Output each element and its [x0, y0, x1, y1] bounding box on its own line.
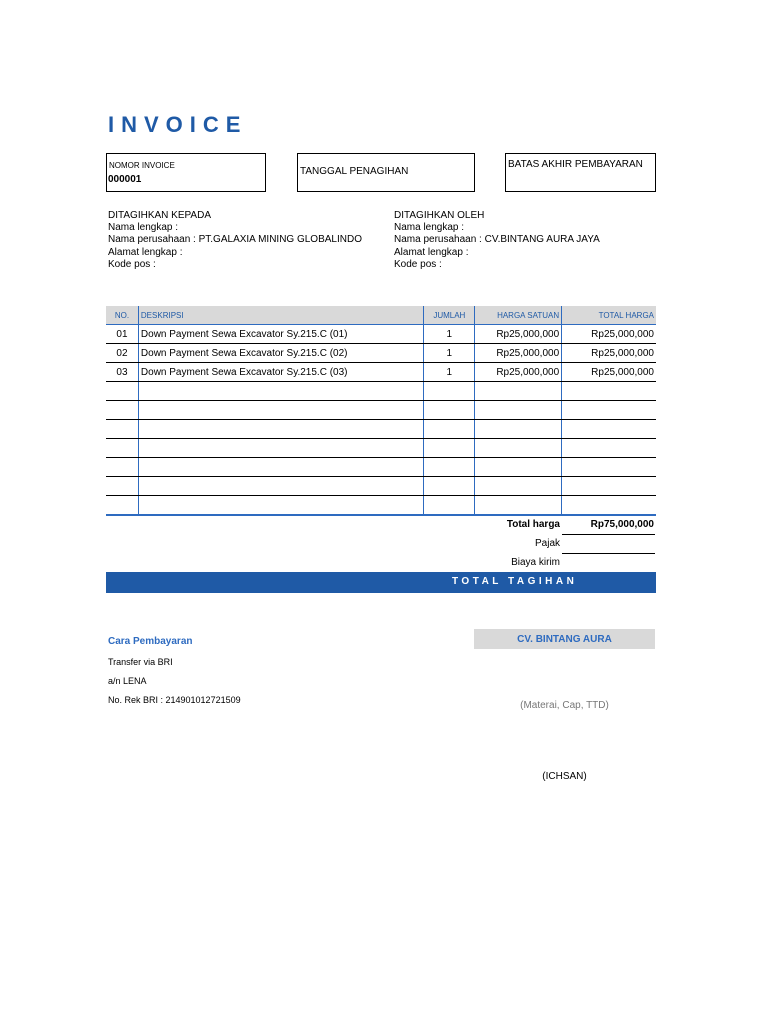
total-bill-bar [106, 572, 656, 593]
total-bill-label: TOTAL TAGIHAN [452, 576, 578, 587]
cell-unit-price [475, 458, 562, 477]
cell-quantity [424, 382, 475, 401]
cell-total-price: Rp25,000,000 [562, 344, 656, 363]
table-row [106, 496, 656, 516]
cell-total-price [562, 382, 656, 401]
cell-no [106, 458, 138, 477]
cell-no: 03 [106, 363, 138, 382]
cell-unit-price [475, 401, 562, 420]
billed-by-address: Alamat lengkap : [394, 246, 469, 258]
signature-name: (ICHSAN) [542, 771, 587, 782]
cell-no [106, 477, 138, 496]
cell-total-price [562, 439, 656, 458]
cell-total-price: Rp25,000,000 [562, 325, 656, 344]
cell-quantity [424, 439, 475, 458]
cell-no [106, 420, 138, 439]
cell-total-price [562, 477, 656, 496]
cell-description [138, 382, 423, 401]
cell-quantity: 1 [424, 344, 475, 363]
cell-quantity [424, 401, 475, 420]
total-underline [562, 534, 655, 535]
cell-no [106, 439, 138, 458]
cell-quantity [424, 496, 475, 516]
cell-no [106, 496, 138, 516]
cell-total-price [562, 420, 656, 439]
table-row [106, 401, 656, 420]
cell-description [138, 420, 423, 439]
col-header-no: NO. [106, 306, 138, 325]
signature-note: (Materai, Cap, TTD) [520, 700, 609, 711]
cell-total-price [562, 401, 656, 420]
invoice-number: 000001 [108, 174, 142, 185]
table-row [106, 325, 656, 344]
cell-description [138, 401, 423, 420]
col-header-description: DESKRIPSI [138, 306, 423, 325]
due-date-box [505, 153, 656, 192]
cell-description [138, 496, 423, 516]
cell-quantity [424, 420, 475, 439]
cell-total-price: Rp25,000,000 [562, 363, 656, 382]
cell-description [138, 439, 423, 458]
total-price-value: Rp75,000,000 [590, 519, 654, 530]
payment-method-title: Cara Pembayaran [108, 636, 193, 647]
signature-company-box [474, 629, 655, 649]
cell-no: 01 [106, 325, 138, 344]
cell-description: Down Payment Sewa Excavator Sy.215.C (02) [138, 344, 423, 363]
cell-description [138, 477, 423, 496]
table-row [106, 382, 656, 401]
table-row [106, 458, 656, 477]
cell-unit-price [475, 439, 562, 458]
billed-to-block [108, 210, 362, 271]
billed-by-block [394, 210, 600, 271]
billed-by-company: Nama perusahaan : CV.BINTANG AURA JAYA [394, 234, 600, 246]
cell-total-price [562, 496, 656, 516]
payment-line-account-number: No. Rek BRI : 214901012721509 [108, 695, 241, 705]
cell-no [106, 401, 138, 420]
payment-line-bank: Transfer via BRI [108, 657, 173, 667]
invoice-number-label: NOMOR INVOICE [109, 161, 175, 170]
cell-unit-price: Rp25,000,000 [475, 363, 562, 382]
billing-date-box [297, 153, 475, 192]
cell-unit-price: Rp25,000,000 [475, 325, 562, 344]
billed-to-postal: Kode pos : [108, 258, 156, 270]
invoice-title: INVOICE [108, 112, 248, 137]
cell-description [138, 458, 423, 477]
billing-date-label: TANGGAL PENAGIHAN [300, 166, 409, 177]
billed-to-name: Nama lengkap : [108, 222, 179, 234]
table-row [106, 363, 656, 382]
table-row [106, 477, 656, 496]
col-header-total-price: TOTAL HARGA [562, 306, 656, 325]
table-row [106, 344, 656, 363]
cell-unit-price [475, 496, 562, 516]
tax-label: Pajak [534, 538, 560, 549]
cell-no [106, 382, 138, 401]
cell-total-price [562, 458, 656, 477]
table-row [106, 439, 656, 458]
cell-description: Down Payment Sewa Excavator Sy.215.C (01) [138, 325, 423, 344]
billed-to-company: Nama perusahaan : PT.GALAXIA MINING GLOBALINDO [108, 234, 362, 246]
cell-unit-price [475, 477, 562, 496]
total-price-label: Total harga [506, 519, 560, 530]
billed-to-address: Alamat lengkap : [108, 246, 183, 258]
cell-unit-price: Rp25,000,000 [475, 344, 562, 363]
table-header-row [106, 306, 656, 325]
cell-quantity: 1 [424, 363, 475, 382]
cell-description: Down Payment Sewa Excavator Sy.215.C (03) [138, 363, 423, 382]
billed-by-postal: Kode pos : [394, 258, 442, 270]
due-date-label: BATAS AKHIR PEMBAYARAN [508, 159, 643, 170]
payment-line-account-name: a/n LENA [108, 676, 147, 686]
cell-quantity [424, 458, 475, 477]
cell-no: 02 [106, 344, 138, 363]
invoice-number-box [106, 153, 266, 192]
billed-by-heading: DITAGIHKAN OLEH [394, 210, 485, 221]
table-row [106, 420, 656, 439]
cell-quantity [424, 477, 475, 496]
col-header-quantity: JUMLAH [424, 306, 475, 325]
signature-company: CV. BINTANG AURA [517, 634, 612, 645]
cell-unit-price [475, 382, 562, 401]
billed-by-name: Nama lengkap : [394, 222, 465, 234]
cell-unit-price [475, 420, 562, 439]
items-table [106, 306, 656, 516]
shipping-label: Biaya kirim [511, 557, 560, 568]
tax-underline [562, 553, 655, 554]
billed-to-heading: DITAGIHKAN KEPADA [108, 210, 211, 221]
col-header-unit-price: HARGA SATUAN [475, 306, 562, 325]
cell-quantity: 1 [424, 325, 475, 344]
